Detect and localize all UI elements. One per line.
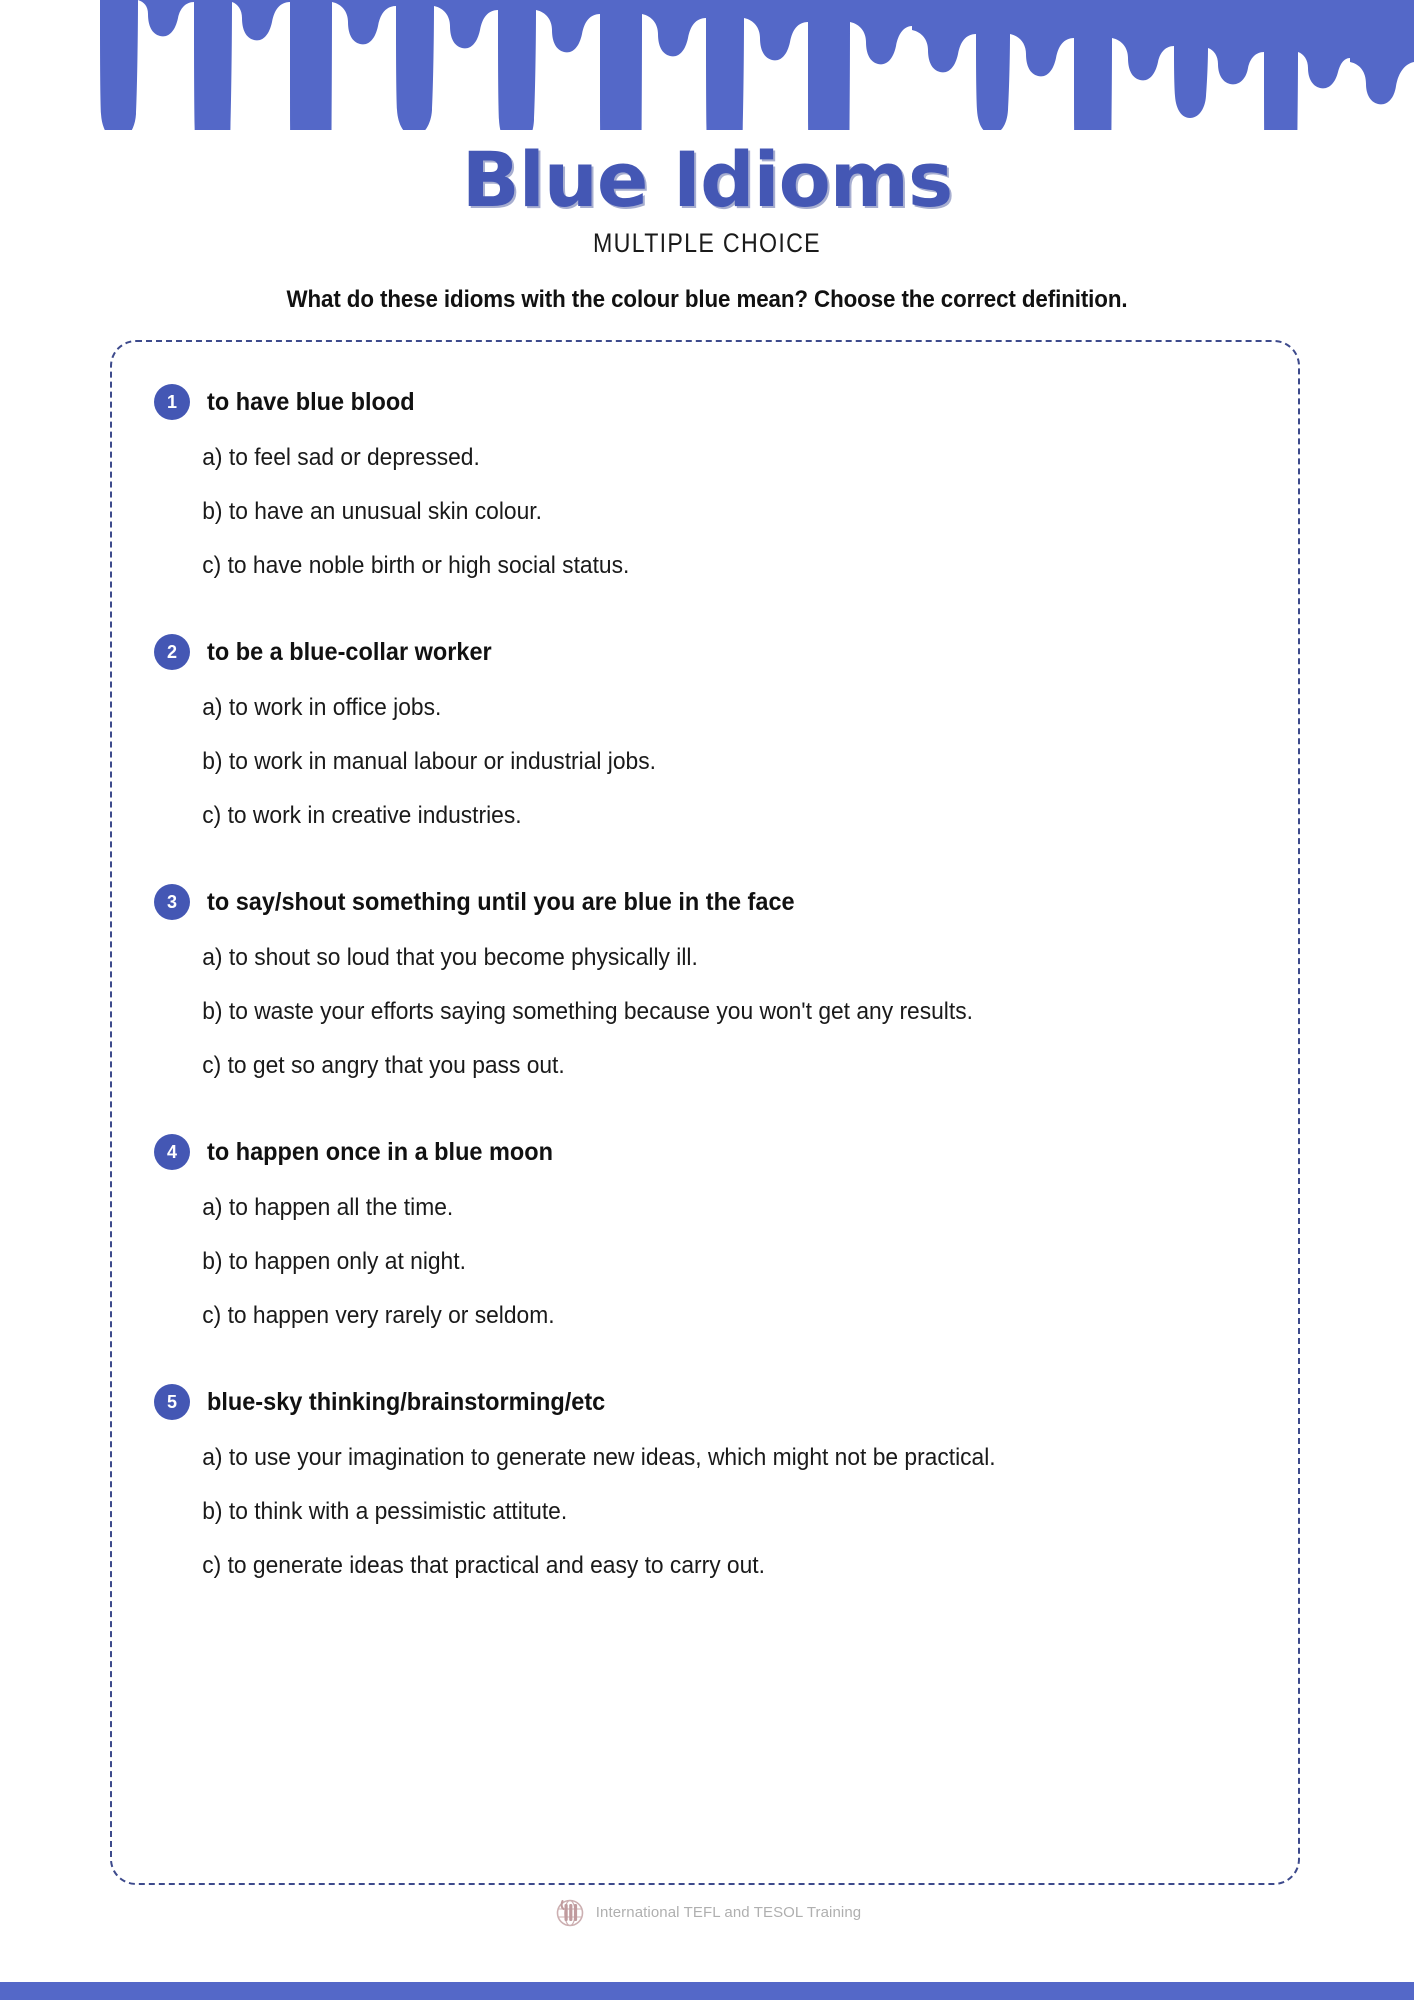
page-subtitle: MULTIPLE CHOICE	[593, 228, 821, 258]
exercise-item-header	[112, 634, 1298, 670]
exercise-item-list	[112, 342, 1298, 1580]
globe-logo-icon	[553, 1895, 587, 1929]
answer-option-a[interactable]: a) to work in office jobs.	[202, 694, 442, 721]
item-number-badge: 4	[154, 1134, 190, 1170]
answer-option-c[interactable]: c) to happen very rarely or seldom.	[202, 1302, 555, 1329]
item-number-badge: 2	[154, 634, 190, 670]
exercise-item-header	[112, 1384, 1298, 1420]
answer-option-a[interactable]: a) to feel sad or depressed.	[202, 444, 480, 471]
footer	[0, 1895, 1414, 1929]
answer-option-c[interactable]: c) to work in creative industries.	[202, 802, 522, 829]
answer-option-b[interactable]: b) to work in manual labour or industrial jobs.	[202, 748, 656, 775]
exercise-item-header	[112, 1134, 1298, 1170]
exercise-item	[112, 384, 1298, 580]
exercise-item-header	[112, 884, 1298, 920]
answer-option-b[interactable]: b) to waste your efforts saying something because you won't get any results.	[202, 998, 973, 1025]
footer-brand-text: International TEFL and TESOL Training	[595, 1903, 862, 1921]
title-block	[0, 135, 1414, 314]
answer-option-c[interactable]: c) to have noble birth or high social status.	[202, 552, 630, 579]
idiom-title: to be a blue-collar worker	[207, 637, 492, 666]
answer-option-a[interactable]: a) to happen all the time.	[202, 1194, 454, 1221]
instruction-text: What do these idioms with the colour blue mean? Choose the correct definition.	[286, 286, 1128, 313]
bottom-accent-bar	[0, 1982, 1414, 2000]
answer-option-b[interactable]: b) to happen only at night.	[202, 1248, 466, 1275]
page-title: Blue Idioms	[461, 135, 953, 224]
item-number-badge: 1	[154, 384, 190, 420]
answer-option-a[interactable]: a) to shout so loud that you become physically ill.	[202, 944, 698, 971]
idiom-title: to happen once in a blue moon	[207, 1137, 553, 1166]
exercise-item	[112, 1384, 1298, 1580]
exercise-card	[110, 340, 1300, 1885]
item-number-badge: 3	[154, 884, 190, 920]
paint-drip-banner	[0, 0, 1414, 130]
exercise-item	[112, 634, 1298, 830]
exercise-item	[112, 1134, 1298, 1330]
idiom-title: blue-sky thinking/brainstorming/etc	[207, 1387, 606, 1416]
answer-option-b[interactable]: b) to have an unusual skin colour.	[202, 498, 542, 525]
answer-option-c[interactable]: c) to get so angry that you pass out.	[202, 1052, 565, 1079]
exercise-item-header	[112, 384, 1298, 420]
answer-option-b[interactable]: b) to think with a pessimistic attitute.	[202, 1498, 568, 1525]
idiom-title: to say/shout something until you are blue in the face	[207, 887, 795, 916]
answer-option-c[interactable]: c) to generate ideas that practical and easy to carry out.	[202, 1552, 765, 1579]
exercise-item	[112, 884, 1298, 1080]
answer-option-a[interactable]: a) to use your imagination to generate new ideas, which might not be practical.	[202, 1444, 996, 1471]
paint-drip-icon	[0, 0, 1414, 130]
item-number-badge: 5	[154, 1384, 190, 1420]
idiom-title: to have blue blood	[207, 387, 415, 416]
